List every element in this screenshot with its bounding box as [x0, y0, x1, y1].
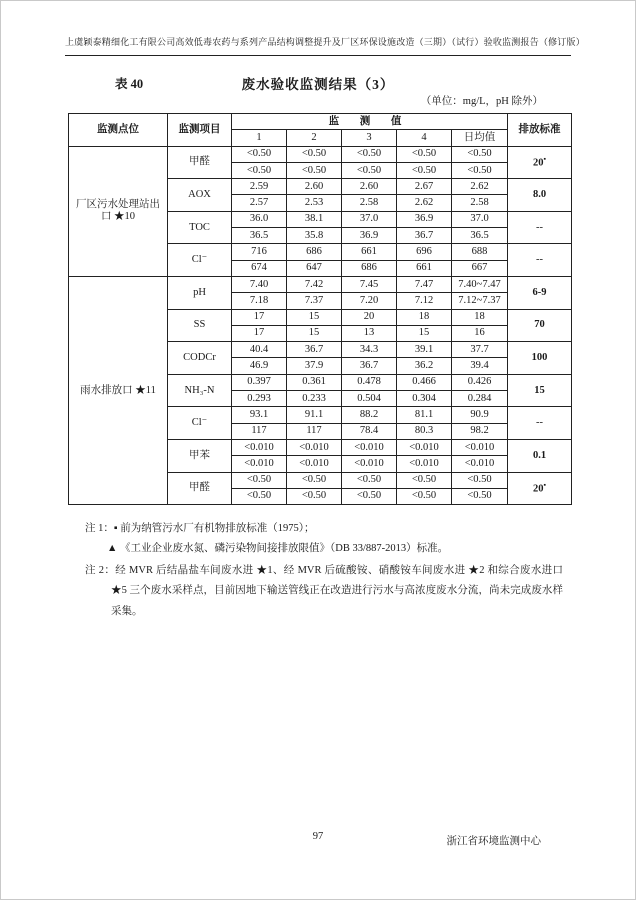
value-cell: 2.57: [232, 195, 287, 211]
value-cell: 686: [342, 260, 397, 276]
value-cell: 18: [397, 309, 452, 325]
standard-cell: 20▪: [508, 146, 572, 179]
standard-cell: --: [508, 211, 572, 244]
value-cell: 0.284: [452, 391, 508, 407]
value-cell: 0.293: [232, 391, 287, 407]
table-row: [69, 146, 572, 162]
value-cell: <0.50: [287, 488, 342, 504]
value-cell: 0.361: [287, 374, 342, 390]
value-cell: <0.50: [232, 488, 287, 504]
value-cell: 36.9: [397, 211, 452, 227]
value-cell: 37.7: [452, 342, 508, 358]
item-cell: 甲醛: [168, 472, 232, 505]
value-cell: 93.1: [232, 407, 287, 423]
item-cell: Cl⁻: [168, 244, 232, 277]
value-cell: <0.50: [232, 146, 287, 162]
value-cell: 661: [397, 260, 452, 276]
item-cell: TOC: [168, 211, 232, 244]
value-cell: 0.426: [452, 374, 508, 390]
value-cell: <0.50: [342, 162, 397, 178]
value-cell: 0.466: [397, 374, 452, 390]
value-cell: 36.5: [232, 228, 287, 244]
value-cell: 13: [342, 325, 397, 341]
value-cell: 117: [287, 423, 342, 439]
value-cell: <0.50: [452, 488, 508, 504]
header-values-group: 监 测 值: [232, 114, 508, 130]
value-cell: <0.50: [452, 472, 508, 488]
point-cell: 厂区污水处理站出口 ★10: [69, 146, 168, 276]
value-cell: 81.1: [397, 407, 452, 423]
standard-cell: 6-9: [508, 276, 572, 309]
value-cell: 36.7: [342, 358, 397, 374]
value-cell: <0.010: [342, 456, 397, 472]
value-cell: 78.4: [342, 423, 397, 439]
value-cell: <0.010: [287, 456, 342, 472]
document-header-title: 上虞颖泰精细化工有限公司高效低毒农药与系列产品结构调整提升及厂区环保设施改造（三期）（试行）验收监测报告（修订版）: [65, 35, 571, 56]
value-cell: 37.0: [452, 211, 508, 227]
header-subcol-2: 2: [287, 130, 342, 146]
value-cell: 0.504: [342, 391, 397, 407]
value-cell: <0.010: [287, 439, 342, 455]
value-cell: 36.2: [397, 358, 452, 374]
table-body: [69, 146, 572, 505]
value-cell: 98.2: [452, 423, 508, 439]
value-cell: 2.59: [232, 179, 287, 195]
value-cell: 686: [287, 244, 342, 260]
value-cell: 15: [397, 325, 452, 341]
unit-note: （单位：mg/L，pH 除外）: [420, 96, 543, 107]
value-cell: 0.397: [232, 374, 287, 390]
value-cell: <0.010: [342, 439, 397, 455]
standard-marker: ▪: [543, 155, 547, 164]
standard-cell: 8.0: [508, 179, 572, 212]
value-cell: <0.50: [452, 146, 508, 162]
value-cell: 0.478: [342, 374, 397, 390]
value-cell: <0.50: [342, 488, 397, 504]
value-cell: 2.60: [342, 179, 397, 195]
value-cell: <0.50: [397, 146, 452, 162]
page-footer: [1, 831, 635, 847]
value-cell: 91.1: [287, 407, 342, 423]
value-cell: 0.233: [287, 391, 342, 407]
value-cell: 2.60: [287, 179, 342, 195]
value-cell: <0.50: [397, 162, 452, 178]
item-cell: NH₃-N: [168, 374, 232, 407]
item-cell: AOX: [168, 179, 232, 212]
value-cell: 7.42: [287, 276, 342, 292]
value-cell: 20: [342, 309, 397, 325]
item-cell: CODCr: [168, 342, 232, 375]
standard-cell: 15: [508, 374, 572, 407]
value-cell: 37.9: [287, 358, 342, 374]
header-subcol-1: 1: [232, 130, 287, 146]
item-cell: pH: [168, 276, 232, 309]
value-cell: <0.50: [232, 162, 287, 178]
value-cell: 696: [397, 244, 452, 260]
standard-cell: 20▪: [508, 472, 572, 505]
header-subcol-3: 3: [342, 130, 397, 146]
value-cell: 716: [232, 244, 287, 260]
value-cell: 7.20: [342, 293, 397, 309]
note-2: 注 2：经 MVR 后结晶盐车间废水进 ★1、经 MVR 后硫酸铵、硝酸铵车间废水进 ★2 和综合废水进口★5 三个废水采样点，目前因地下输送管线正在改造进行污水与高浓度废水分流，尚未完成废水样采集。: [85, 564, 563, 617]
value-cell: 7.18: [232, 293, 287, 309]
value-cell: 7.47: [397, 276, 452, 292]
value-cell: 39.1: [397, 342, 452, 358]
value-cell: <0.50: [287, 162, 342, 178]
header-point: 监测点位: [69, 114, 168, 147]
value-cell: 90.9: [452, 407, 508, 423]
value-cell: 661: [342, 244, 397, 260]
page-number: 97: [312, 831, 324, 842]
value-cell: 40.4: [232, 342, 287, 358]
value-cell: <0.50: [287, 472, 342, 488]
value-cell: 7.37: [287, 293, 342, 309]
value-cell: 2.67: [397, 179, 452, 195]
value-cell: 2.62: [397, 195, 452, 211]
header-subcol-avg: 日均值: [452, 130, 508, 146]
table-header: [69, 114, 572, 147]
value-cell: <0.50: [342, 146, 397, 162]
value-cell: 34.3: [342, 342, 397, 358]
value-cell: 88.2: [342, 407, 397, 423]
standard-cell: 0.1: [508, 439, 572, 472]
value-cell: 37.0: [342, 211, 397, 227]
header-subcol-4: 4: [397, 130, 452, 146]
monitoring-results-table: [68, 113, 572, 505]
table-title-row: [65, 73, 571, 93]
table-label: 表 40: [115, 77, 144, 91]
note-1-line-1: 注 1：▪ 前为纳管污水厂有机物排放标准（1975）；: [85, 523, 315, 534]
value-cell: 46.9: [232, 358, 287, 374]
value-cell: 0.304: [397, 391, 452, 407]
value-cell: 18: [452, 309, 508, 325]
value-cell: 15: [287, 309, 342, 325]
value-cell: 7.40: [232, 276, 287, 292]
standard-cell: 70: [508, 309, 572, 342]
item-cell: 甲醛: [168, 146, 232, 179]
note-1-line-2: ▲ 《工业企业废水氮、磷污染物间接排放限值》（DB 33/887-2013）标准。: [107, 543, 449, 555]
value-cell: 7.45: [342, 276, 397, 292]
item-cell: SS: [168, 309, 232, 342]
value-cell: 2.58: [452, 195, 508, 211]
value-cell: <0.50: [397, 488, 452, 504]
value-cell: <0.010: [232, 439, 287, 455]
value-cell: 80.3: [397, 423, 452, 439]
value-cell: 36.5: [452, 228, 508, 244]
notes-section: [85, 519, 563, 622]
value-cell: <0.50: [452, 162, 508, 178]
header-item: 监测项目: [168, 114, 232, 147]
value-cell: 688: [452, 244, 508, 260]
value-cell: 7.40~7.47: [452, 276, 508, 292]
value-cell: 16: [452, 325, 508, 341]
value-cell: 39.4: [452, 358, 508, 374]
value-cell: 15: [287, 325, 342, 341]
value-cell: 17: [232, 309, 287, 325]
value-cell: 36.7: [287, 342, 342, 358]
item-cell: 甲苯: [168, 439, 232, 472]
value-cell: <0.010: [452, 456, 508, 472]
header-standard: 排放标准: [508, 114, 572, 147]
value-cell: <0.010: [397, 439, 452, 455]
value-cell: 674: [232, 260, 287, 276]
value-cell: 36.7: [397, 228, 452, 244]
value-cell: 7.12: [397, 293, 452, 309]
value-cell: 117: [232, 423, 287, 439]
standard-cell: 100: [508, 342, 572, 375]
value-cell: 36.0: [232, 211, 287, 227]
point-cell: 雨水排放口 ★11: [69, 276, 168, 504]
value-cell: 647: [287, 260, 342, 276]
value-cell: 38.1: [287, 211, 342, 227]
value-cell: <0.50: [287, 146, 342, 162]
value-cell: <0.010: [452, 439, 508, 455]
value-cell: 2.58: [342, 195, 397, 211]
value-cell: <0.50: [397, 472, 452, 488]
standard-marker: ▪: [543, 481, 547, 490]
table-title: 废水验收监测结果（3）: [241, 77, 395, 92]
value-cell: <0.010: [397, 456, 452, 472]
value-cell: 2.53: [287, 195, 342, 211]
table-row: [69, 276, 572, 292]
value-cell: 17: [232, 325, 287, 341]
value-cell: 35.8: [287, 228, 342, 244]
value-cell: 36.9: [342, 228, 397, 244]
value-cell: 2.62: [452, 179, 508, 195]
standard-cell: --: [508, 407, 572, 440]
value-cell: <0.50: [232, 472, 287, 488]
value-cell: <0.50: [342, 472, 397, 488]
table-header-row-1: [69, 114, 572, 130]
item-cell: Cl⁻: [168, 407, 232, 440]
footer-organization: 浙江省环境监测中心: [446, 836, 541, 847]
value-cell: 7.12~7.37: [452, 293, 508, 309]
standard-cell: --: [508, 244, 572, 277]
value-cell: <0.010: [232, 456, 287, 472]
value-cell: 667: [452, 260, 508, 276]
